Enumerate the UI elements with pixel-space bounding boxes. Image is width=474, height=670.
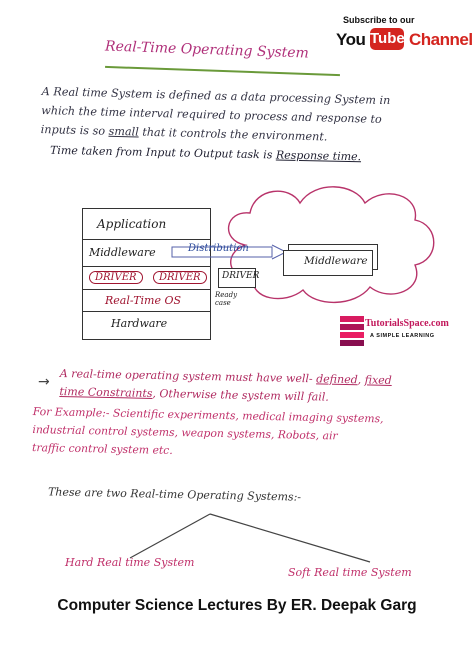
remote-driver-box [218,268,260,288]
remote-driver-label: DRIVER [222,271,260,281]
logo-tagline: A SIMPLE LEARNING [370,333,435,339]
examples-line-2: industrial control systems, weapon systems, Robots, air [32,422,338,443]
hardware-label: Hardware [111,317,168,330]
application-label: Application [97,217,167,231]
definition-line-2: which the time interval required to process and response to [41,103,382,126]
divider [83,311,210,312]
youtube-logo-tube: Tube [370,28,404,50]
driver-label-1: DRIVER [89,271,143,284]
middleware-label: Middleware [89,246,156,259]
rt-statement: A real-time operating system must have well- defined, fixed time Constraints, Otherwise the system will fail. [59,366,392,404]
divider [83,266,210,267]
footer-credit: Computer Science Lectures By ER. Deepak Garg [57,597,417,614]
response-time-line: Time taken from Input to Output task is Response time. [49,143,362,164]
youtube-logo-you: You [336,30,366,49]
examples-line-3: traffic control system etc. [31,440,173,457]
distribution-label: Distribution [188,243,249,254]
soft-rtos-label: Soft Real time System [288,566,412,579]
remote-middleware-box-front [283,250,373,276]
rtos-label: Real-Time OS [105,294,182,307]
rtos-stack-diagram [82,208,211,340]
page-title: Real-Time Operating System [104,38,310,62]
divider [83,289,210,290]
driver-label-2: DRIVER [153,271,207,284]
book-stack-icon [338,312,366,348]
youtube-channel-label: Channel [409,30,473,49]
subscribe-label: Subscribe to our [343,15,415,25]
definition-line-1: A Real time System is defined as a data processing System in [41,84,391,108]
logo-name: TutorialsSpace.com [365,318,449,329]
title-underline [105,66,340,76]
ready-case-label: Ready case [215,291,238,307]
examples-paragraph [32,403,453,466]
arrow-icon: → [38,374,50,390]
types-intro: These are two Real-time Operating Systems:- [47,485,302,504]
remote-middleware-label: Middleware [304,255,368,267]
hard-rtos-label: Hard Real time System [65,556,195,569]
examples-line-1: For Example:- Scientific experiments, medical imaging systems, [32,404,384,426]
divider [83,239,210,240]
definition-line-3: inputs is so small that it controls the environment. [40,122,328,144]
definition-paragraph [41,82,452,150]
